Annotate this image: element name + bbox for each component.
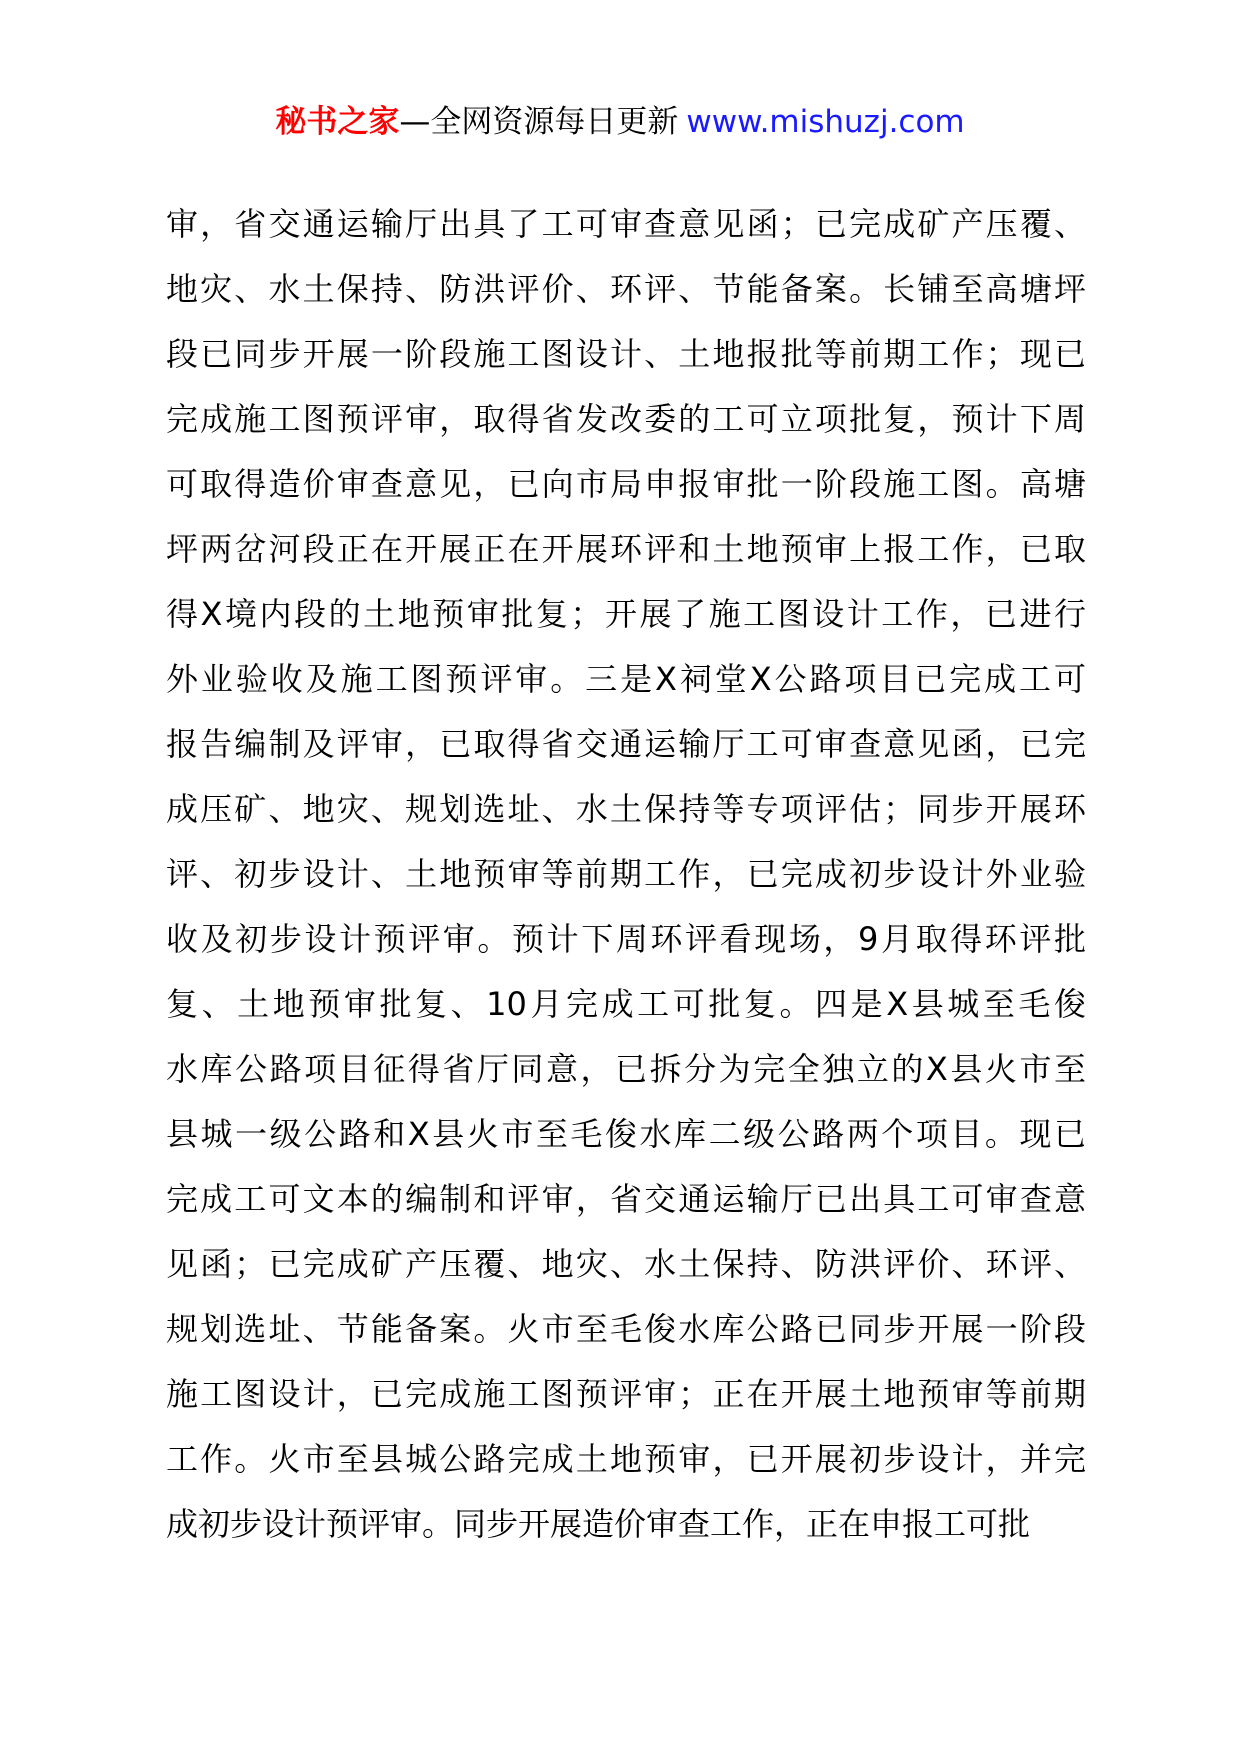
text-line: 完成施工图预评审，取得省发改委的工可立项批复，预计下周 [166, 400, 1086, 438]
text-line: 见函；已完成矿产压覆、地灾、水土保持、防洪评价、环评、 [166, 1245, 1086, 1283]
text-line: 成压矿、地灾、规划选址、水土保持等专项评估；同步开展环 [166, 790, 1086, 828]
text-line: 成初步设计预评审。同步开展造价审查工作，正在申报工可批 [166, 1505, 1031, 1543]
page-header [0, 100, 1240, 144]
text-line: 工作。火市至县城公路完成土地预审，已开展初步设计，并完 [166, 1440, 1086, 1478]
text-line: 水库公路项目征得省厅同意，已拆分为完全独立的X县火市至 [166, 1050, 1086, 1088]
text-line: 外业验收及施工图预评审。三是X祠堂X公路项目已完成工可 [166, 660, 1086, 698]
text-line: 县城一级公路和X县火市至毛俊水库二级公路两个项目。现已 [166, 1115, 1086, 1153]
text-line: 报告编制及评审，已取得省交通运输厅工可审查意见函，已完 [166, 725, 1086, 763]
text-line: 坪两岔河段正在开展正在开展环评和土地预审上报工作，已取 [166, 530, 1086, 568]
brand-name: 秘书之家 [275, 104, 400, 140]
text-line: 规划选址、节能备案。火市至毛俊水库公路已同步开展一阶段 [166, 1310, 1086, 1348]
text-line: 可取得造价审查意见，已向市局申报审批一阶段施工图。高塘 [166, 465, 1086, 503]
text-line: 复、土地预审批复、10月完成工可批复。四是X县城至毛俊 [166, 985, 1086, 1023]
site-url-link[interactable]: www.mishuzj.com [686, 104, 965, 140]
body-text [166, 192, 1086, 1557]
text-line: 地灾、水土保持、防洪评价、环评、节能备案。长铺至高塘坪 [166, 270, 1086, 308]
text-line: 审，省交通运输厅出具了工可审查意见函；已完成矿产压覆、 [166, 205, 1086, 243]
text-line: 段已同步开展一阶段施工图设计、土地报批等前期工作；现已 [166, 335, 1086, 373]
text-line: 得X境内段的土地预审批复；开展了施工图设计工作，已进行 [166, 595, 1086, 633]
header-tagline: —全网资源每日更新 [399, 104, 679, 140]
text-line: 施工图设计，已完成施工图预评审；正在开展土地预审等前期 [166, 1375, 1086, 1413]
text-line: 收及初步设计预评审。预计下周环评看现场，9月取得环评批 [166, 920, 1086, 958]
text-line: 评、初步设计、土地预审等前期工作，已完成初步设计外业验 [166, 855, 1086, 893]
text-line: 完成工可文本的编制和评审，省交通运输厅已出具工可审查意 [166, 1180, 1086, 1218]
